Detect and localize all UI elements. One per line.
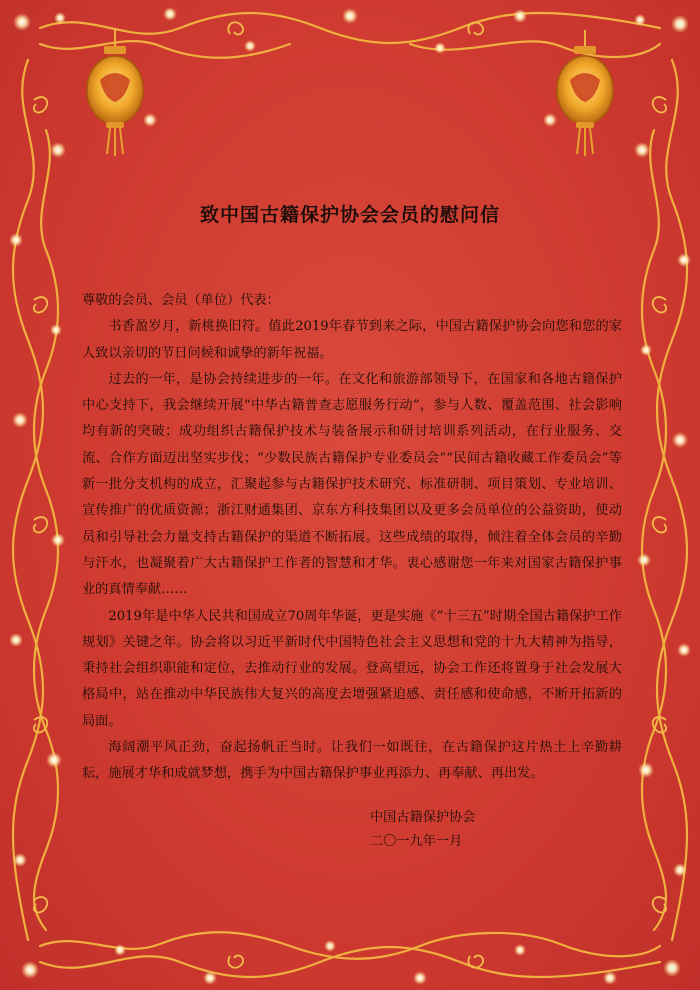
paragraph-3: 2019年是中华人民共和国成立70周年华诞，更是实施《“十三五”时期全国古籍保护工作规划》关键之年。协会将以习近平新时代中国特色社会主义思想和党的十九大精神为指导，秉持社会组织职能和定位，去推动行业的发展。登高望远，协会工作还将置身于社会发展大格局中，站在推动中华民族伟大复兴的高度去增强紧迫感、责任感和使命感，不断开拓新的局面。	[82, 608, 622, 729]
letter-body	[82, 288, 622, 788]
paragraph-2: 过去的一年，是协会持续进步的一年。在文化和旅游部领导下，在国家和各地古籍保护中心支持下，我会继续开展“中华古籍普查志愿服务行动”，参与人数、覆盖范围、社会影响均有新的突破；成功组织古籍保护技术与装备展示和研讨培训系列活动，在行业服务、交流、合作方面迈出坚实步伐；“少数民族古籍保护专业委员会”“民间古籍收藏工作委员会”等新一批分支机构的成立，汇聚起参与古籍保护技术研究、标准研制、项目策划、专业培训、宣传推广的优质资源；浙江财通集团、京东方科技集团以及更多会员单位的公益资助，使动员和引导社会力量支持古籍保护的渠道不断拓展。这些成绩的取得，倾注着全体会员的辛勤与汗水，也凝聚着广大古籍保护工作者的智慧和才华。衷心感谢您一年来对国家古籍保护事业的真情奉献……	[82, 371, 622, 598]
letter-title: 致中国古籍保护协会会员的慰问信	[199, 204, 500, 226]
paragraph-1: 书香盈岁月，新桃换旧符。值此2019年春节到来之际，中国古籍保护协会向您和您的家人致以亲切的节日问候和诚挚的新年祝福。	[82, 319, 622, 361]
signature-block	[370, 806, 476, 854]
paragraph-4: 海阔潮平风正劲，奋起扬帆正当时。让我们一如既往，在古籍保护这片热土上辛勤耕耘，施展才华和成就梦想，携手为中国古籍保护事业再添力、再奉献、再出发。	[82, 740, 622, 782]
signature-date: 二〇一九年一月	[370, 834, 463, 849]
left-lantern-ornament	[87, 30, 143, 156]
signature-organization: 中国古籍保护协会	[370, 810, 476, 825]
salutation: 尊敬的会员、会员（单位）代表：	[82, 293, 280, 308]
